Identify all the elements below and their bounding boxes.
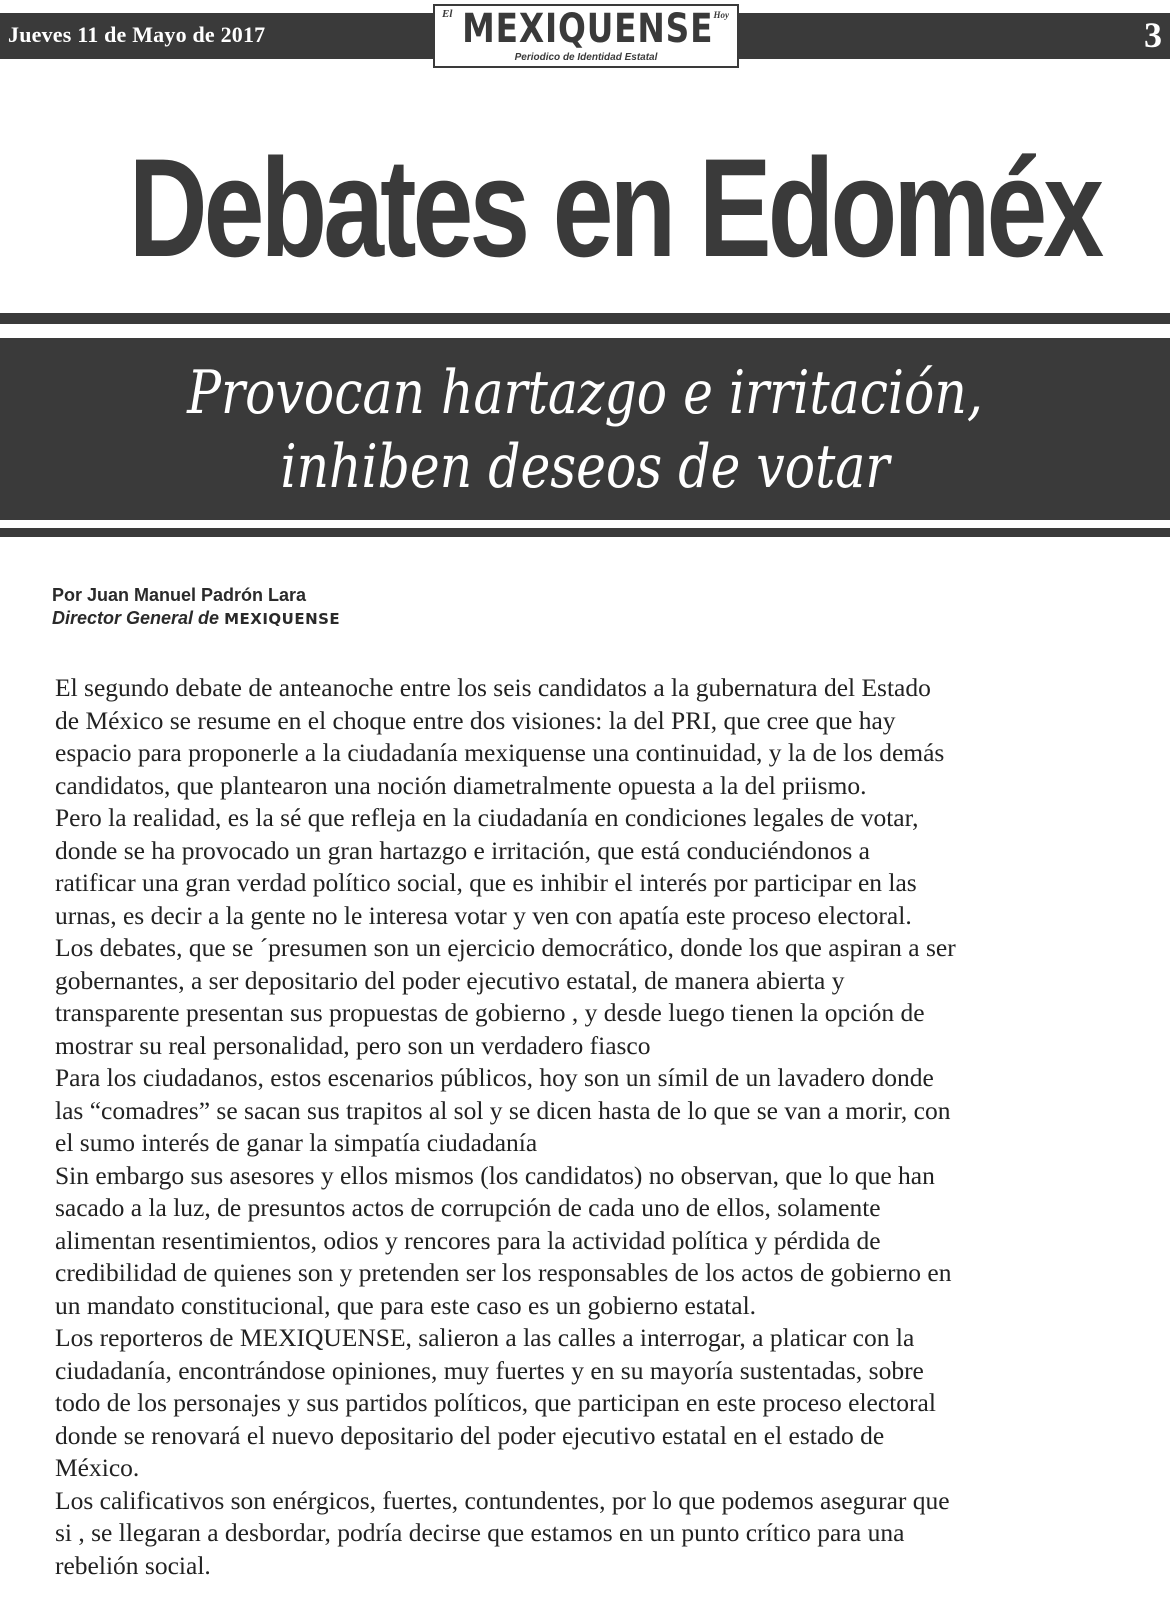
article-line: Sin embargo sus asesores y ellos mismos (los candidatos) no observan, que lo que han <box>55 1160 935 1190</box>
subheadline <box>94 356 1077 504</box>
article-line: ratificar una gran verdad político social, que es inhibir el interés por participar en las <box>55 868 917 897</box>
byline-role <box>52 607 340 631</box>
article-line: alimentan resentimientos, odios y rencores para la actividad política y pérdida de <box>55 1225 881 1255</box>
subheadline-line-2: inhiben deseos de votar <box>280 432 890 502</box>
article-line: candidatos, que plantearon una noción diametralmente opuesta a la del priismo. <box>55 770 867 800</box>
byline-author: Por Juan Manuel Padrón Lara <box>52 585 307 605</box>
article-line: Los calificativos son enérgicos, fuertes, contundentes, por lo que podemos asegurar que <box>55 1485 950 1515</box>
article-body <box>55 672 1135 1582</box>
logo-tagline: Periodico de Identidad Estatal <box>514 52 658 63</box>
article-line: donde se renovará el nuevo depositario del poder ejecutivo estatal en el estado de <box>55 1420 885 1450</box>
article-line: El segundo debate de anteanoche entre los seis candidatos a la gubernatura del Estado <box>55 673 931 702</box>
byline <box>52 584 340 631</box>
article-line: transparente presentan sus propuestas de gobierno , y desde luego tienen la opción de <box>55 998 925 1027</box>
article-line: un mandato constitucional, que para este caso es un gobierno estatal. <box>55 1290 757 1320</box>
article-line: gobernantes, a ser depositario del poder ejecutivo estatal, de manera abierta y <box>55 965 845 995</box>
headline: Debates en Edoméx <box>128 129 1101 286</box>
article-line: el sumo interés de ganar la simpatía ciudadanía <box>55 1128 538 1157</box>
article-line: de México se resume en el choque entre dos visiones: la del PRI, que cree que hay <box>55 705 896 735</box>
divider-top <box>0 313 1170 324</box>
byline-brand: MEXIQUENSE <box>224 610 341 628</box>
article-line: rebelión social. <box>55 1550 211 1580</box>
logo-name: MEXIQUENSE <box>462 6 714 52</box>
article-line: sacado a la luz, de presuntos actos de corrupción de cada uno de ellos, solamente <box>55 1193 881 1222</box>
article-line: Para los ciudadanos, estos escenarios públicos, hoy son un símil de un lavadero donde <box>55 1063 934 1092</box>
article-line: las “comadres” se sacan sus trapitos al sol y se dicen hasta de lo que se van a morir, con <box>55 1095 951 1125</box>
newspaper-logo <box>433 4 739 68</box>
logo-suffix: Hoy <box>713 10 729 20</box>
article-line: todo de los personajes y sus partidos políticos, que participan en este proceso electoral <box>55 1388 936 1417</box>
subheadline-line-1: Provocan hartazgo e irritación, <box>187 358 983 428</box>
divider-bottom <box>0 528 1170 537</box>
logo-prefix: El <box>442 8 453 20</box>
byline-role-text: Director General de <box>52 608 225 628</box>
article-line: México. <box>55 1453 140 1482</box>
article-line: Pero la realidad, es la sé que refleja en la ciudadanía en condiciones legales de votar, <box>55 803 919 832</box>
article-line: credibilidad de quienes son y pretenden ser los responsables de los actos de gobierno en <box>55 1258 952 1287</box>
article-line: Los debates, que se ´presumen son un ejercicio democrático, donde los que aspiran a ser <box>55 933 956 962</box>
article-line: Los reporteros de MEXIQUENSE, salieron a las calles a interrogar, a platicar con la <box>55 1323 915 1352</box>
article-line: mostrar su real personalidad, pero son un verdadero fiasco <box>55 1030 651 1060</box>
article-line: ciudadanía, encontrándose opiniones, muy fuertes y en su mayoría sustentadas, sobre <box>55 1355 924 1385</box>
issue-date: Jueves 11 de Mayo de 2017 <box>8 22 266 47</box>
article-line: espacio para proponerle a la ciudadanía mexiquense una continuidad, y la de los demás <box>55 738 945 767</box>
article-line: si , se llegaran a desbordar, podría decirse que estamos en un punto crítico para una <box>55 1518 905 1547</box>
article-line: donde se ha provocado un gran hartazgo e irritación, que está conduciéndonos a <box>55 835 870 865</box>
page-number: 3 <box>1144 15 1162 55</box>
article-line: urnas, es decir a la gente no le interesa votar y ven con apatía este proceso electoral. <box>55 900 912 930</box>
